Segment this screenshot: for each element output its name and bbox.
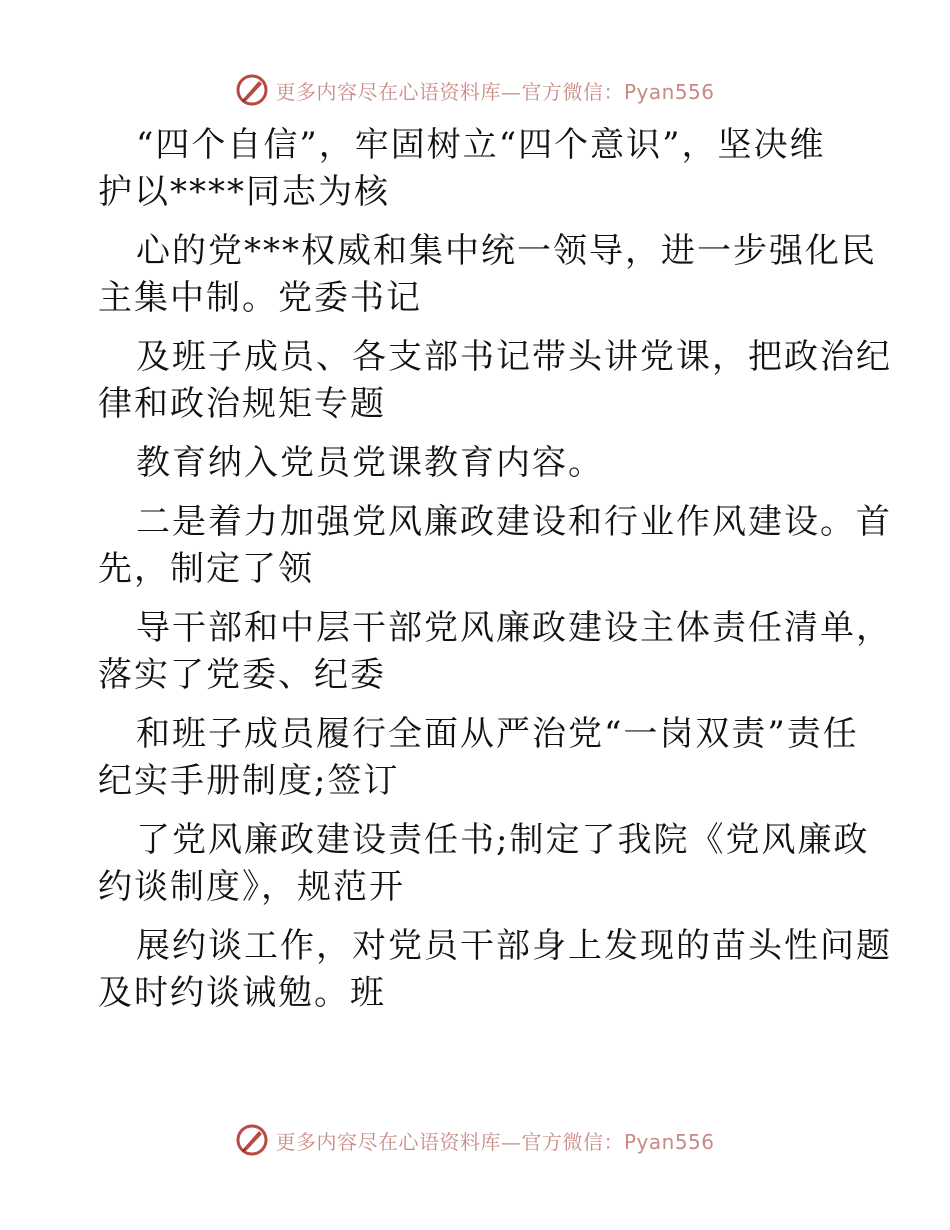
paragraph-line: 展约谈工作，对党员干部身上发现的苗头性问题 xyxy=(136,926,892,966)
paragraph-line: 律和政治规矩专题 xyxy=(98,384,386,424)
banner-wechat-id: Pyan556 xyxy=(623,79,715,104)
banner-text xyxy=(275,1126,714,1155)
banner-text xyxy=(275,76,714,105)
paragraph-line: 护以****同志为核 xyxy=(98,172,390,212)
paragraph-line: “四个自信”，牢固树立“四个意识”，坚决维 xyxy=(136,125,826,165)
paragraph-line: 教育纳入党员党课教育内容。 xyxy=(136,443,604,483)
pen-logo-icon xyxy=(235,1123,269,1157)
paragraph-line: 心的党***权威和集中统一领导，进一步强化民 xyxy=(136,231,877,271)
paragraph-line: 主集中制。党委书记 xyxy=(98,278,422,318)
paragraph-line: 落实了党委、纪委 xyxy=(98,655,386,695)
paragraph-line: 和班子成员履行全面从严治党“一岗双责”责任 xyxy=(136,714,859,754)
banner-main-text: 更多内容尽在心语资料库—官方微信： xyxy=(275,79,624,104)
paragraph-line: 了党风廉政建设责任书;制定了我院《党风廉政 xyxy=(136,820,870,860)
banner-main-text: 更多内容尽在心语资料库—官方微信： xyxy=(275,1129,624,1154)
banner-wechat-id: Pyan556 xyxy=(623,1129,715,1154)
paragraph-line: 导干部和中层干部党风廉政建设主体责任清单， xyxy=(136,608,892,648)
paragraph-line: 及班子成员、各支部书记带头讲党课，把政治纪 xyxy=(136,337,892,377)
pen-logo-icon xyxy=(235,73,269,107)
paragraph-line: 先，制定了领 xyxy=(98,549,314,589)
footer-banner xyxy=(0,1120,950,1160)
paragraph-line: 约谈制度》，规范开 xyxy=(98,867,405,907)
paragraph-line: 纪实手册制度;签订 xyxy=(98,761,400,801)
document-body xyxy=(98,122,892,1029)
header-banner xyxy=(0,70,950,110)
paragraph-line: 二是着力加强党风廉政建设和行业作风建设。首 xyxy=(136,502,892,542)
paragraph-line: 及时约谈诫勉。班 xyxy=(98,973,386,1013)
